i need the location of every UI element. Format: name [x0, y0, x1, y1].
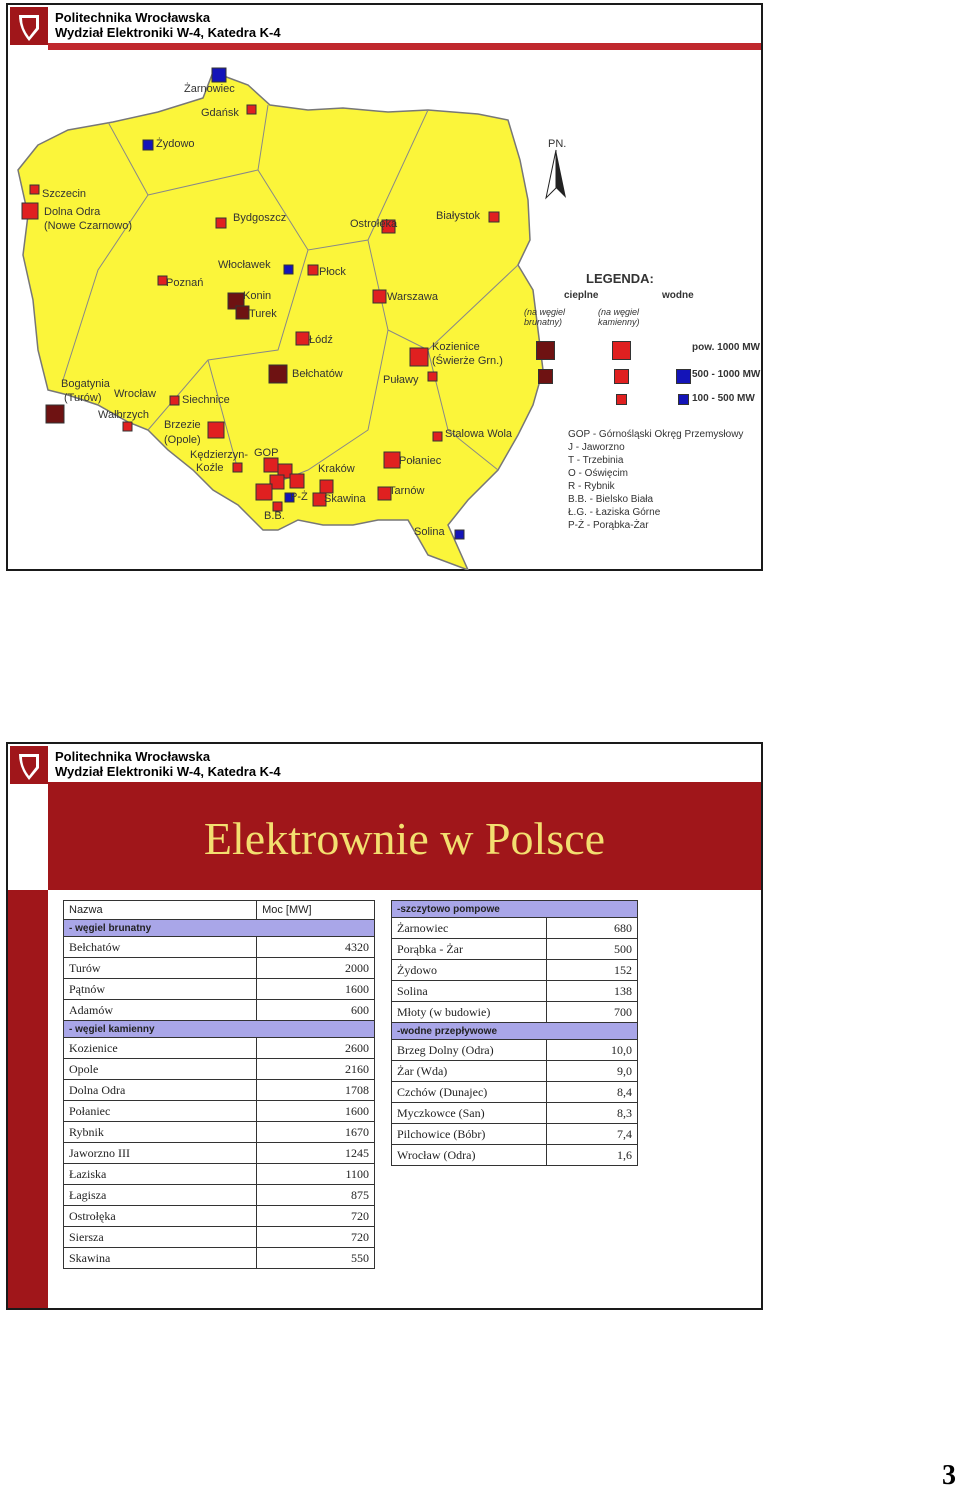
plant-power: 1600 — [257, 979, 375, 1000]
plant-name: Wrocław (Odra) — [392, 1145, 547, 1166]
table-row — [392, 1082, 638, 1103]
legend-abbr: O - Oświęcim — [568, 468, 628, 479]
legend-level: pow. 1000 MW — [692, 342, 760, 353]
plant-power: 2000 — [257, 958, 375, 979]
city-label: B.B. — [264, 510, 285, 522]
city-label: Turek — [249, 308, 277, 320]
marker-kozienice — [410, 348, 428, 366]
marker-pulawy — [428, 372, 437, 381]
marker-walbrzych — [123, 422, 132, 431]
city-label: Brzezie — [164, 419, 201, 431]
plant-power: 9,0 — [546, 1061, 637, 1082]
marker-zarnowiec — [212, 68, 226, 82]
marker-polaniec — [384, 452, 400, 468]
plant-name: Pilchowice (Bóbr) — [392, 1124, 547, 1145]
table-row — [64, 958, 375, 979]
marker-lodz — [296, 332, 309, 345]
marker-solina — [455, 530, 464, 539]
table-row — [392, 960, 638, 981]
table-row — [64, 937, 375, 958]
north-arrow-icon — [546, 150, 566, 198]
plant-power: 2160 — [257, 1059, 375, 1080]
marker-kedzierzyn — [233, 463, 242, 472]
page-number: 3 — [942, 1460, 956, 1491]
table-row — [392, 1103, 638, 1124]
table-row — [392, 1124, 638, 1145]
table-header-row — [64, 901, 375, 920]
legend-level: 500 - 1000 MW — [692, 369, 761, 380]
header-department: Wydział Elektroniki W-4, Katedra K-4 — [55, 25, 281, 40]
plant-power: 2600 — [257, 1038, 375, 1059]
plant-name: Żarnowiec — [392, 918, 547, 939]
city-label: (Opole) — [164, 434, 201, 446]
legend-abbr: T - Trzebinia — [568, 455, 624, 466]
city-label: Solina — [414, 526, 445, 538]
legend-title: LEGENDA: — [586, 271, 654, 286]
plant-power: 10,0 — [546, 1040, 637, 1061]
table-row — [64, 1000, 375, 1021]
marker-zydowo — [143, 140, 153, 150]
marker-dolna-odra — [22, 203, 38, 219]
plant-name: Żydowo — [392, 960, 547, 981]
legend-abbr: R - Rybnik — [568, 481, 615, 492]
table-row — [64, 1227, 375, 1248]
side-band — [8, 890, 48, 1308]
table-row — [392, 1040, 638, 1061]
marker-bialystok — [489, 212, 499, 222]
plant-name: Żar (Wda) — [392, 1061, 547, 1082]
city-label: Puławy — [383, 374, 419, 386]
plant-name: Ostrołęka — [64, 1206, 257, 1227]
legend-abbr: Ł.G. - Łaziska Górne — [568, 507, 661, 518]
plant-name: Czchów (Dunajec) — [392, 1082, 547, 1103]
plant-name: Jaworzno III — [64, 1143, 257, 1164]
city-label: Warszawa — [387, 291, 438, 303]
city-label: (Świerże Grn.) — [432, 355, 503, 367]
marker-gdansk — [247, 105, 256, 114]
legend-abbr: J - Jaworzno — [568, 442, 625, 453]
plant-name: Pątnów — [64, 979, 257, 1000]
marker-turek — [236, 306, 249, 319]
hydro-plants-table — [391, 900, 638, 1166]
plant-power: 1708 — [257, 1080, 375, 1101]
plant-power: 1100 — [257, 1164, 375, 1185]
plant-power: 1245 — [257, 1143, 375, 1164]
col-header-power: Moc [MW] — [257, 901, 375, 920]
city-label: Stalowa Wola — [445, 428, 513, 440]
city-label: Ostrołęka — [350, 218, 398, 230]
plant-name: Solina — [392, 981, 547, 1002]
table-row — [64, 1080, 375, 1101]
legend-swatch-hard-large — [612, 341, 631, 360]
slide-map — [6, 3, 763, 571]
plant-power: 152 — [546, 960, 637, 981]
legend-abbr: GOP - Górnośląski Okręg Przemysłowy — [568, 429, 744, 440]
city-label: Kraków — [318, 463, 355, 475]
city-label: Połaniec — [399, 455, 442, 467]
city-label: Kędzierzyn- — [190, 449, 249, 461]
plant-name: Łagisza — [64, 1185, 257, 1206]
city-label: Gdańsk — [201, 107, 239, 119]
table-row — [392, 918, 638, 939]
city-label: Skawina — [324, 493, 366, 505]
marker-opole — [208, 422, 224, 438]
table-row — [64, 1248, 375, 1269]
header-red-line — [48, 43, 761, 50]
marker-bydgoszcz — [216, 218, 226, 228]
plant-power: 1,6 — [546, 1145, 637, 1166]
city-label: Włocławek — [218, 259, 271, 271]
marker-szczecin — [30, 185, 39, 194]
table-row — [64, 1143, 375, 1164]
marker-belchatow — [269, 365, 287, 383]
table-row — [64, 1206, 375, 1227]
table-row — [392, 1061, 638, 1082]
plant-power: 700 — [546, 1002, 637, 1023]
section-row — [392, 1023, 638, 1040]
city-label: Wałbrzych — [98, 409, 149, 421]
legend-sub-brown: (na węgiel brunatny) — [524, 307, 566, 327]
plant-name: Skawina — [64, 1248, 257, 1269]
table-row — [392, 1145, 638, 1166]
city-label: Żydowo — [156, 138, 195, 150]
marker-warszawa — [373, 290, 386, 303]
city-label: (Turów) — [64, 392, 102, 404]
plant-power: 7,4 — [546, 1124, 637, 1145]
plant-power: 875 — [257, 1185, 375, 1206]
legend-col-hydro: wodne — [662, 290, 694, 301]
plant-name: Adamów — [64, 1000, 257, 1021]
plant-power: 720 — [257, 1227, 375, 1248]
city-label: Koźle — [196, 462, 224, 474]
marker-wloclawek — [284, 265, 293, 274]
legend-swatch-brown-mid — [538, 369, 553, 384]
legend-abbr: B.B. - Bielsko Biała — [568, 494, 654, 505]
city-label: Siechnice — [182, 394, 230, 406]
city-label: Poznań — [166, 277, 204, 289]
north-label: PN. — [548, 138, 567, 150]
plant-power: 4320 — [257, 937, 375, 958]
city-label: Bogatynia — [61, 378, 110, 390]
city-label: Szczecin — [42, 188, 87, 200]
plant-power: 8,4 — [546, 1082, 637, 1103]
section-hard-coal: - węgiel kamienny — [64, 1021, 375, 1038]
plant-power: 600 — [257, 1000, 375, 1021]
city-label: (Nowe Czarnowo) — [44, 220, 133, 232]
city-label: Dolna Odra — [44, 206, 101, 218]
table-row — [64, 1164, 375, 1185]
marker-turow — [46, 405, 64, 423]
city-label: Bełchatów — [292, 368, 343, 380]
plant-name: Połaniec — [64, 1101, 257, 1122]
university-logo — [10, 7, 48, 45]
marker-plock — [308, 265, 318, 275]
poland-territory — [18, 72, 543, 570]
plant-name: Młoty (w budowie) — [392, 1002, 547, 1023]
table-row — [64, 1122, 375, 1143]
section-row — [64, 1021, 375, 1038]
city-label: P-Ż — [290, 491, 308, 503]
plant-name: Siersza — [64, 1227, 257, 1248]
legend-swatch-hydro-mid — [676, 369, 691, 384]
header-department: Wydział Elektroniki W-4, Katedra K-4 — [55, 764, 281, 779]
col-header-name: Nazwa — [64, 901, 257, 920]
plant-name: Łaziska — [64, 1164, 257, 1185]
section-brown-coal: - węgiel brunatny — [64, 920, 375, 937]
header-university: Politechnika Wrocławska — [55, 10, 211, 25]
plant-power: 680 — [546, 918, 637, 939]
plant-power: 1670 — [257, 1122, 375, 1143]
marker-gop-3 — [290, 474, 304, 488]
slide-power-plants — [6, 742, 763, 1310]
city-label: Konin — [243, 290, 272, 302]
city-label: Żarnowiec — [184, 83, 235, 95]
table-row — [64, 1038, 375, 1059]
plant-power: 550 — [257, 1248, 375, 1269]
section-pumped: -szczytowo pompowe — [392, 901, 638, 918]
city-label: GOP — [254, 447, 279, 459]
city-label: Białystok — [436, 210, 481, 222]
plant-name: Rybnik — [64, 1122, 257, 1143]
marker-siechnice — [170, 396, 179, 405]
plant-name: Opole — [64, 1059, 257, 1080]
legend-level: 100 - 500 MW — [692, 393, 755, 404]
table-row — [64, 1185, 375, 1206]
marker-krakow — [320, 480, 333, 493]
table-row — [64, 1101, 375, 1122]
table-row — [64, 979, 375, 1000]
plant-name: Turów — [64, 958, 257, 979]
plant-power: 8,3 — [546, 1103, 637, 1124]
table-row — [392, 939, 638, 960]
section-run-of-river: -wodne przepływowe — [392, 1023, 638, 1040]
legend-swatch-hard-small — [616, 394, 627, 405]
plant-power: 138 — [546, 981, 637, 1002]
plant-name: Myczkowce (San) — [392, 1103, 547, 1124]
coal-plants-table — [63, 900, 375, 1269]
city-label: Bydgoszcz — [233, 212, 287, 224]
title-band — [48, 782, 761, 890]
legend-swatch-hydro-small — [678, 394, 689, 405]
slide-title: Elektrownie w Polsce — [203, 813, 606, 864]
legend-sub-hard: (na węgiel kamienny) — [598, 307, 640, 327]
header-university: Politechnika Wrocławska — [55, 749, 211, 764]
marker-stalowa-wola — [433, 432, 442, 441]
section-row — [64, 920, 375, 937]
marker-gop-1 — [264, 458, 278, 472]
plant-power: 1600 — [257, 1101, 375, 1122]
plant-name: Dolna Odra — [64, 1080, 257, 1101]
slide-header — [8, 5, 761, 50]
legend-abbr: P-Ż - Porąbka-Żar — [568, 520, 649, 531]
city-label: Kozienice — [432, 341, 480, 353]
table-row — [392, 1002, 638, 1023]
plant-name: Kozienice — [64, 1038, 257, 1059]
table-row — [64, 1059, 375, 1080]
plant-name: Porąbka - Żar — [392, 939, 547, 960]
city-label: Płock — [319, 266, 346, 278]
city-label: Łódź — [309, 334, 333, 346]
plant-power: 500 — [546, 939, 637, 960]
legend-col-thermal: cieplne — [564, 290, 599, 301]
section-row — [392, 901, 638, 918]
plant-power: 720 — [257, 1206, 375, 1227]
city-label: Tarnów — [389, 485, 425, 497]
legend-swatch-hard-mid — [614, 369, 629, 384]
city-label: Wrocław — [114, 388, 156, 400]
plant-name: Bełchatów — [64, 937, 257, 958]
plant-name: Brzeg Dolny (Odra) — [392, 1040, 547, 1061]
university-logo — [10, 746, 48, 784]
marker-gop-5 — [256, 484, 272, 500]
table-row — [392, 981, 638, 1002]
legend-swatch-brown-large — [536, 341, 555, 360]
